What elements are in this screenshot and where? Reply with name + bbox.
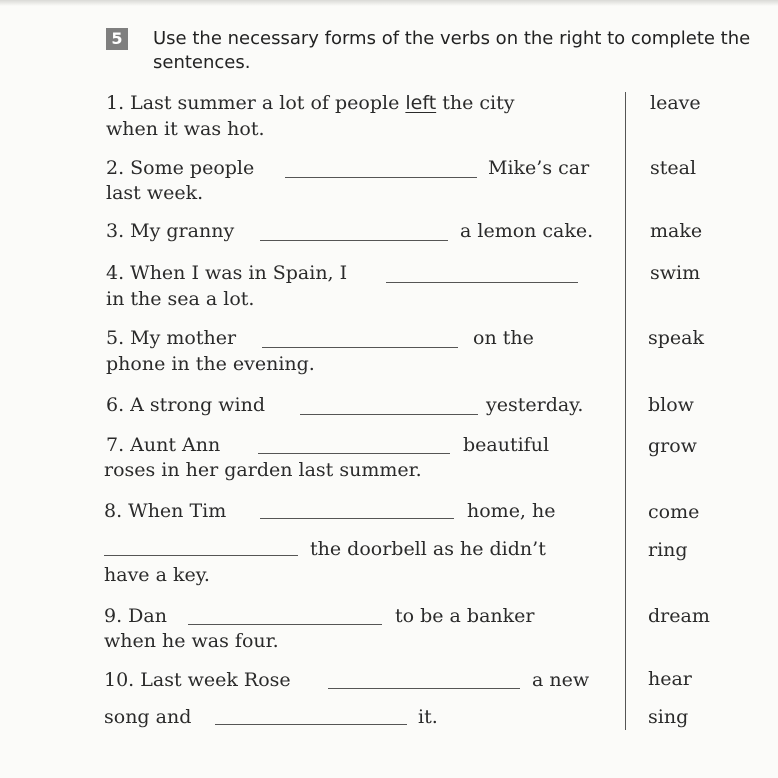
answer-blank[interactable] [188,624,382,625]
verb-leave: leave [650,92,701,114]
verb-come: come [648,501,700,523]
answer-blank[interactable] [260,240,448,241]
verb-ring: ring [648,539,688,561]
verb-sing: sing [648,706,689,728]
sentence-5-part-3: phone in the evening. [106,353,315,375]
verb-steal: steal [650,157,697,179]
sentence-7-part-3: roses in her garden last summer. [104,459,422,481]
answer-blank[interactable] [262,347,458,348]
sentence-7-part-2: beautiful [463,434,550,456]
page-top-edge [0,0,778,6]
sentence-2-part-1: 2. Some people [106,157,255,179]
sentence-4-part-3: in the sea a lot. [106,288,255,310]
sentence-3-part-2: a lemon cake. [460,220,594,242]
sentence-8-part-1: 8. When Tim [104,500,227,522]
sentence-2-part-3: last week. [106,182,204,204]
sentence-10-part-5: it. [418,706,438,728]
sentence-4-part-1: 4. When I was in Spain, I [106,262,348,284]
sentence-9-part-2: to be a banker [395,605,535,627]
sentence-8-part-4: the doorbell as he didn’t [310,538,546,560]
answer-blank[interactable] [386,282,578,283]
answer-blank[interactable] [300,414,478,415]
answer-blank[interactable] [328,688,520,689]
sentence-10-part-2: a new [532,669,590,691]
verb-make: make [650,220,703,242]
exercise-number-badge: 5 [106,28,128,50]
answer-blank[interactable] [260,518,454,519]
sentence-10-part-1: 10. Last week Rose [104,669,291,691]
sentence-2-part-2: Mike’s car [488,157,590,179]
answer-blank[interactable] [258,453,450,454]
sentence-9-part-1: 9. Dan [104,605,167,627]
answer-blank[interactable] [215,724,407,725]
sentence-1-text: 1. Last summer a lot of people [106,92,400,114]
answer-blank[interactable] [104,555,298,556]
sentence-9-part-3: when he was four. [104,630,279,652]
sentence-5-part-2: on the [473,327,534,349]
sentence-1-answer: left [405,92,437,114]
column-divider [625,92,626,730]
sentence-1-part-1 [106,90,514,116]
verb-speak: speak [648,327,704,349]
verb-grow: grow [648,435,697,457]
sentence-5-part-1: 5. My mother [106,327,237,349]
answer-blank[interactable] [285,177,477,178]
sentence-7-part-1: 7. Aunt Ann [106,434,221,456]
verb-swim: swim [650,262,701,284]
verb-dream: dream [648,605,710,627]
sentence-1-part-2: when it was hot. [106,118,265,140]
exercise-instruction: Use the necessary forms of the verbs on the right to complete the sentences. [153,28,751,73]
sentence-1-text-2: the city [442,92,515,114]
verb-blow: blow [648,394,694,416]
verb-hear: hear [648,668,692,690]
sentence-6-part-2: yesterday. [486,394,584,416]
sentence-8-part-2: home, he [467,500,556,522]
sentence-6-part-1: 6. A strong wind [106,394,266,416]
sentence-10-part-4: song and [104,706,192,728]
sentence-8-part-5: have a key. [104,564,210,586]
sentence-3-part-1: 3. My granny [106,220,235,242]
